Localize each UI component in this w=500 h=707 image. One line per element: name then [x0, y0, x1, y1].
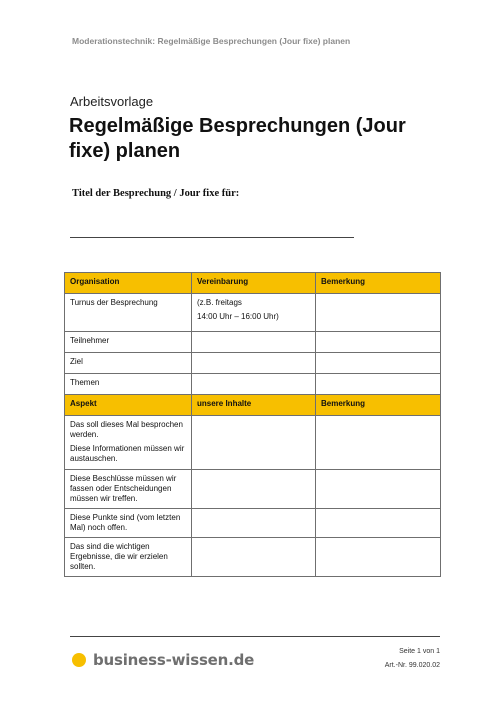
row-label: Ziel — [65, 353, 192, 374]
note-cell[interactable] — [316, 470, 441, 509]
document-title: Regelmäßige Besprechungen (Jour fixe) planen — [69, 115, 406, 162]
row-label — [65, 416, 192, 470]
header-cell: Bemerkung — [316, 395, 441, 416]
meeting-title-label: Titel der Besprechung / Jour fixe für: — [72, 188, 240, 199]
note-cell[interactable] — [316, 416, 441, 470]
table-row — [65, 374, 441, 395]
table-row — [65, 538, 441, 577]
row-label — [65, 538, 192, 577]
note-cell[interactable] — [316, 353, 441, 374]
value-cell[interactable] — [192, 374, 316, 395]
row-label: Turnus der Besprechung — [65, 294, 192, 332]
label-line: Diese Informationen müssen wir austauschen. — [70, 444, 185, 463]
aspekt-header-row — [65, 395, 441, 416]
note-cell[interactable] — [316, 509, 441, 538]
meeting-title-fill-line — [70, 237, 354, 238]
header-cell: Aspekt — [65, 395, 192, 416]
header-cell: unsere Inhalte — [192, 395, 316, 416]
header-cell: Organisation — [65, 273, 192, 294]
row-label: Themen — [65, 374, 192, 395]
header-cell: Vereinbarung — [192, 273, 316, 294]
row-label — [65, 470, 192, 509]
brand-dot-icon — [72, 653, 86, 667]
label-line: Diese Beschlüsse müssen wir fassen oder Entscheidungen müssen wir treffen. — [70, 474, 177, 503]
row-label: Teilnehmer — [65, 332, 192, 353]
organisation-header-row — [65, 273, 441, 294]
label-line: Das soll dieses Mal besprochen werden. — [70, 420, 183, 439]
table-row — [65, 332, 441, 353]
value-cell[interactable] — [192, 538, 316, 577]
brand-name: business-wissen.de — [93, 651, 255, 669]
value-line: (z.B. freitags — [197, 298, 242, 307]
brand-logo[interactable] — [72, 650, 254, 670]
value-cell[interactable] — [192, 294, 316, 332]
header-cell: Bemerkung — [316, 273, 441, 294]
document-subtitle: Arbeitsvorlage — [70, 94, 154, 109]
value-cell[interactable] — [192, 353, 316, 374]
footer-divider — [70, 636, 440, 637]
note-cell[interactable] — [316, 374, 441, 395]
table-row — [65, 294, 441, 332]
note-cell[interactable] — [316, 538, 441, 577]
value-cell[interactable] — [192, 416, 316, 470]
value-cell[interactable] — [192, 509, 316, 538]
table-row — [65, 353, 441, 374]
row-label — [65, 509, 192, 538]
value-cell[interactable] — [192, 470, 316, 509]
value-line: 14:00 Uhr – 16:00 Uhr) — [197, 312, 279, 321]
running-header: Moderationstechnik: Regelmäßige Besprechungen (Jour fixe) planen — [72, 36, 351, 46]
table-row — [65, 509, 441, 538]
table-row — [65, 470, 441, 509]
label-line: Das sind die wichtigen Ergebnisse, die wir erzielen sollten. — [70, 542, 168, 571]
value-cell[interactable] — [192, 332, 316, 353]
table-row — [65, 416, 441, 470]
note-cell[interactable] — [316, 294, 441, 332]
planning-table — [64, 272, 441, 577]
article-number: Art.-Nr. 99.020.02 — [384, 662, 440, 669]
note-cell[interactable] — [316, 332, 441, 353]
page-number: Seite 1 von 1 — [399, 648, 440, 655]
label-line: Diese Punkte sind (vom letzten Mal) noch offen. — [70, 513, 181, 532]
